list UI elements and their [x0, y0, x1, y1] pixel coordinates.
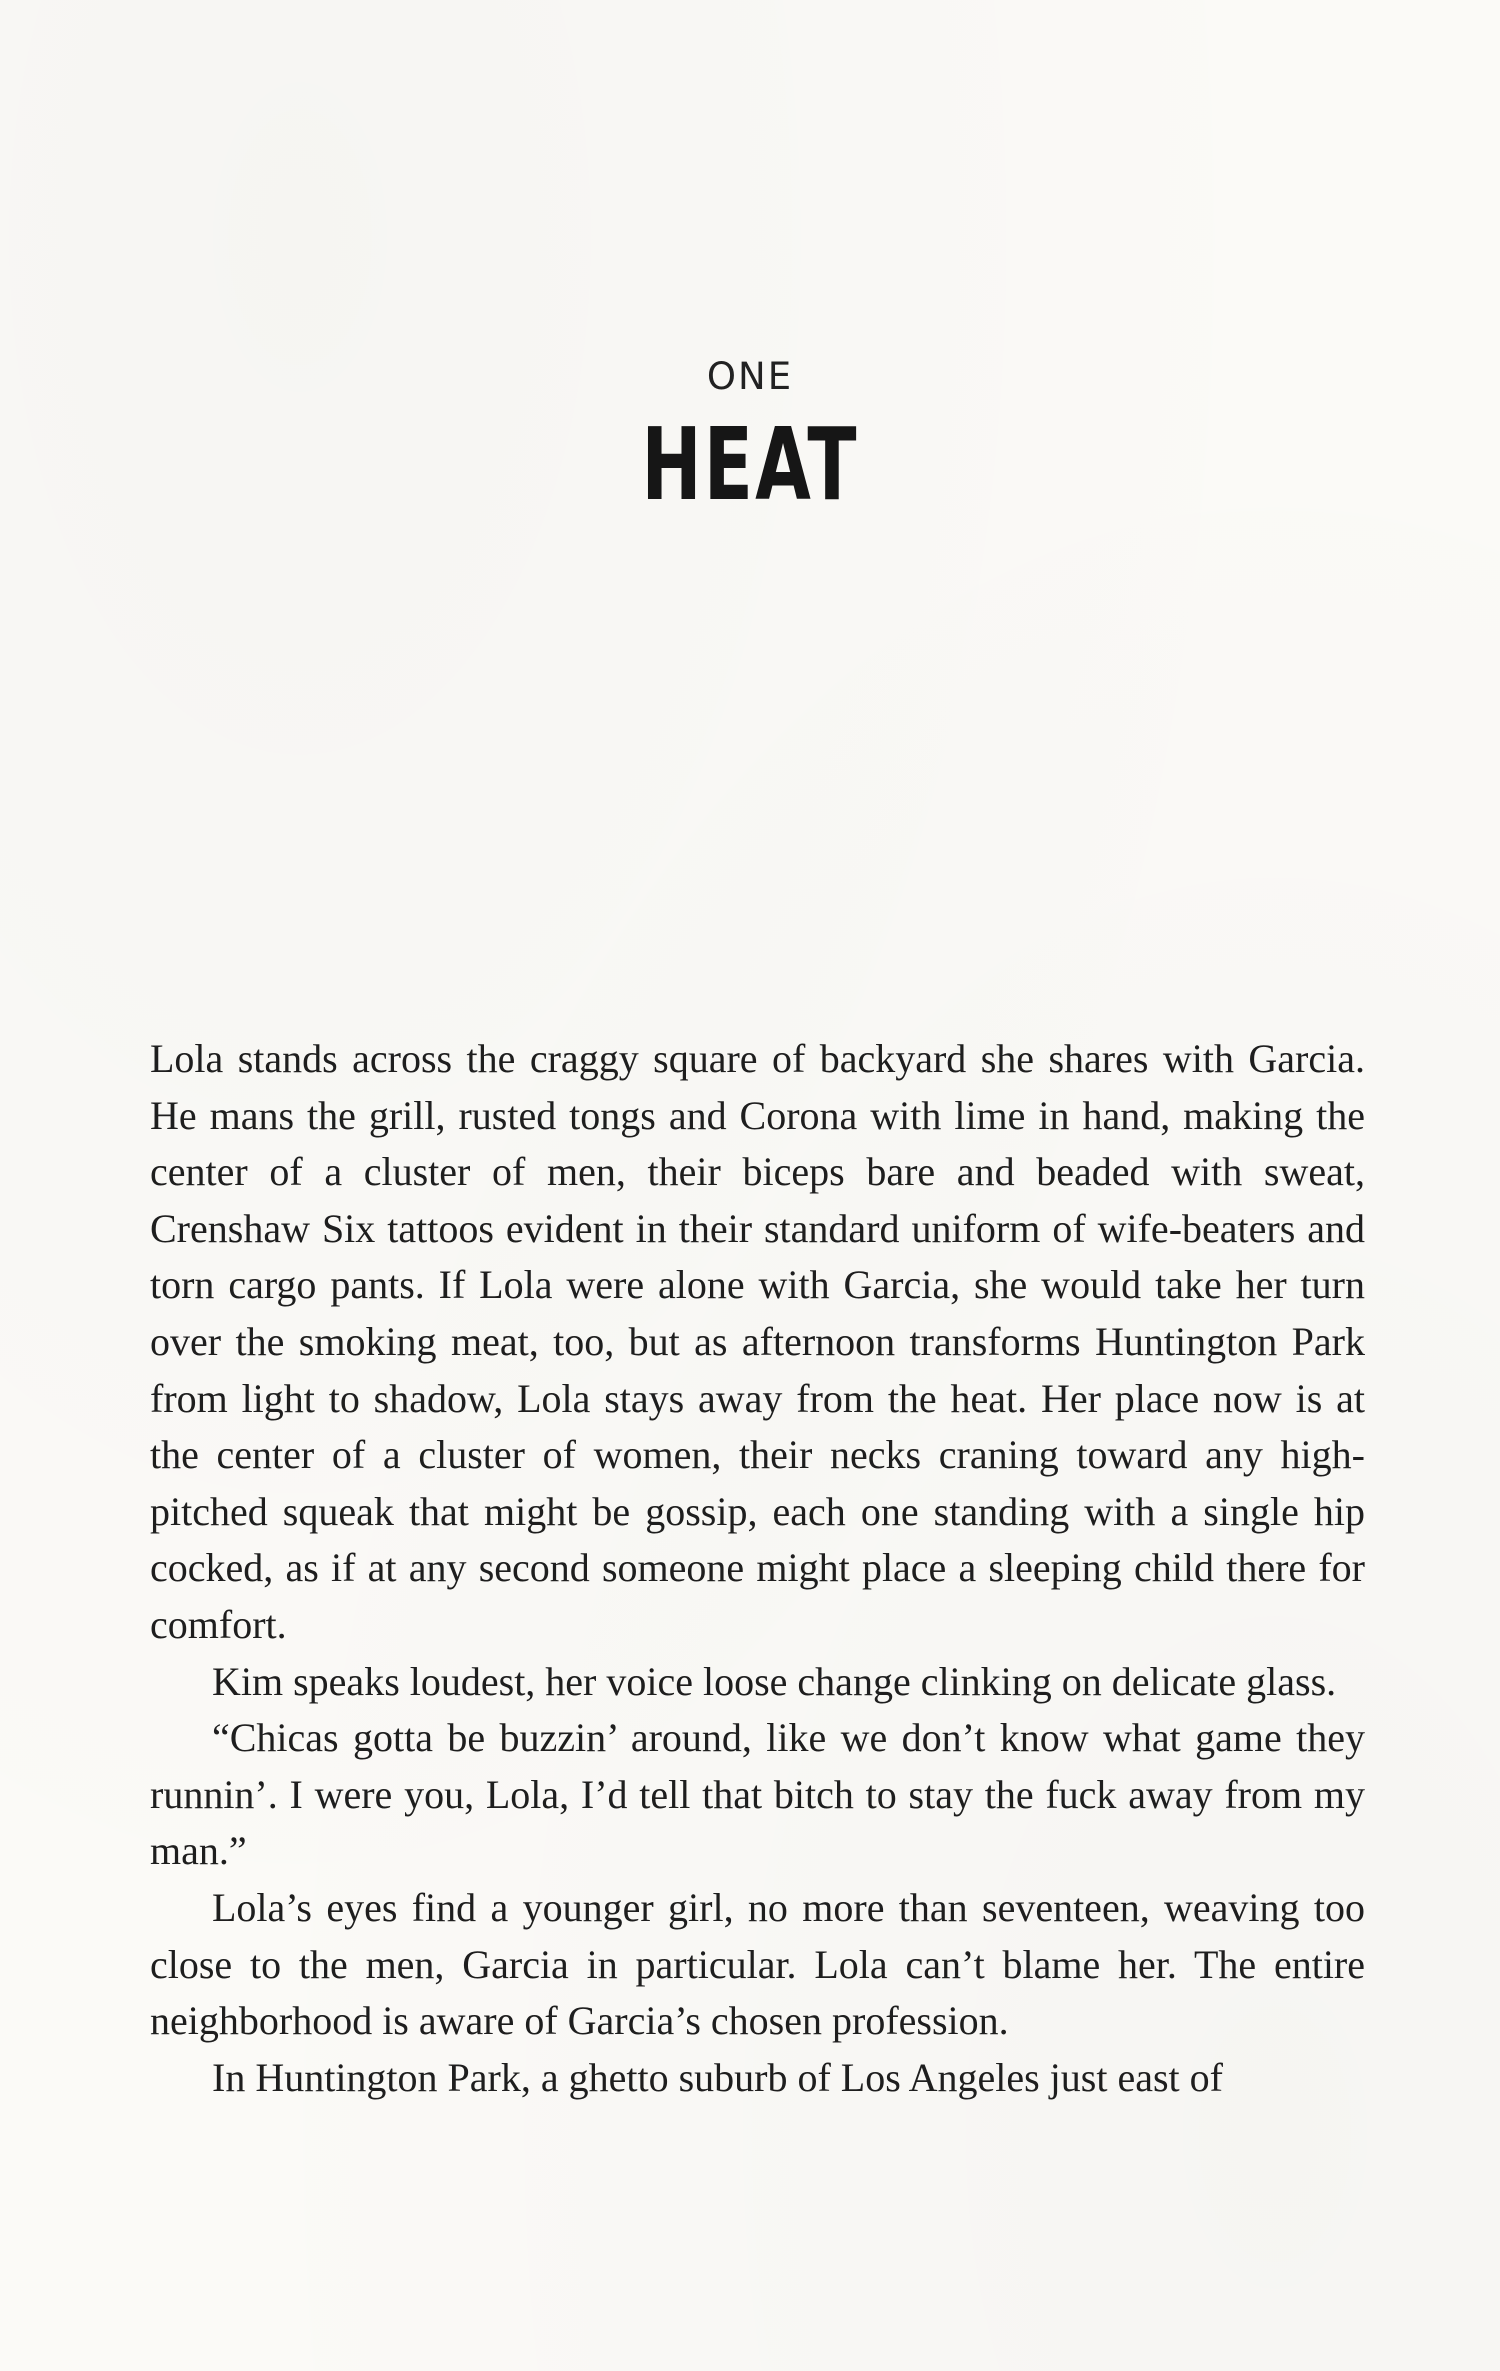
paragraph: Kim speaks loudest, her voice loose change clinking on delicate glass. [212, 1658, 1337, 1704]
chapter-body [150, 1031, 1365, 2106]
paragraph: Lola’s eyes find a younger girl, no more than seventeen, weaving too close to the men, Garcia in particular. Lola can’t blame her. The entire neighborhood is aware of Garcia’s chosen profession. [150, 1884, 1365, 2044]
paragraph: “Chicas gotta be buzzin’ around, like we don’t know what game they runnin’. I were you, Lola, I’d tell that bitch to stay the fuck away from my man.” [150, 1715, 1365, 1874]
chapter-number: ONE [706, 355, 794, 398]
paragraph: In Huntington Park, a ghetto suburb of Los Angeles just east of [212, 2054, 1223, 2100]
paragraph: Lola stands across the craggy square of backyard she shares with Garcia. He mans the grill, rusted tongs and Corona with lime in hand, making the center of a cluster of men, their biceps bare and beaded with sweat, Crenshaw Six tattoos evident in their standard uniform of wife-beaters and torn cargo pants. If Lola were alone with Garcia, she would take her turn over the smoking meat, too, but as afternoon transforms Huntington Park from light to shadow, Lola stays away from the heat. Her place now is at the center of a cluster of women, their necks craning toward any high-pitched squeak that might be gossip, each one standing with a single hip cocked, as if at any second someone might place a sleeping child there for comfort. [150, 1036, 1365, 1647]
chapter-title: HEAT [641, 406, 859, 523]
